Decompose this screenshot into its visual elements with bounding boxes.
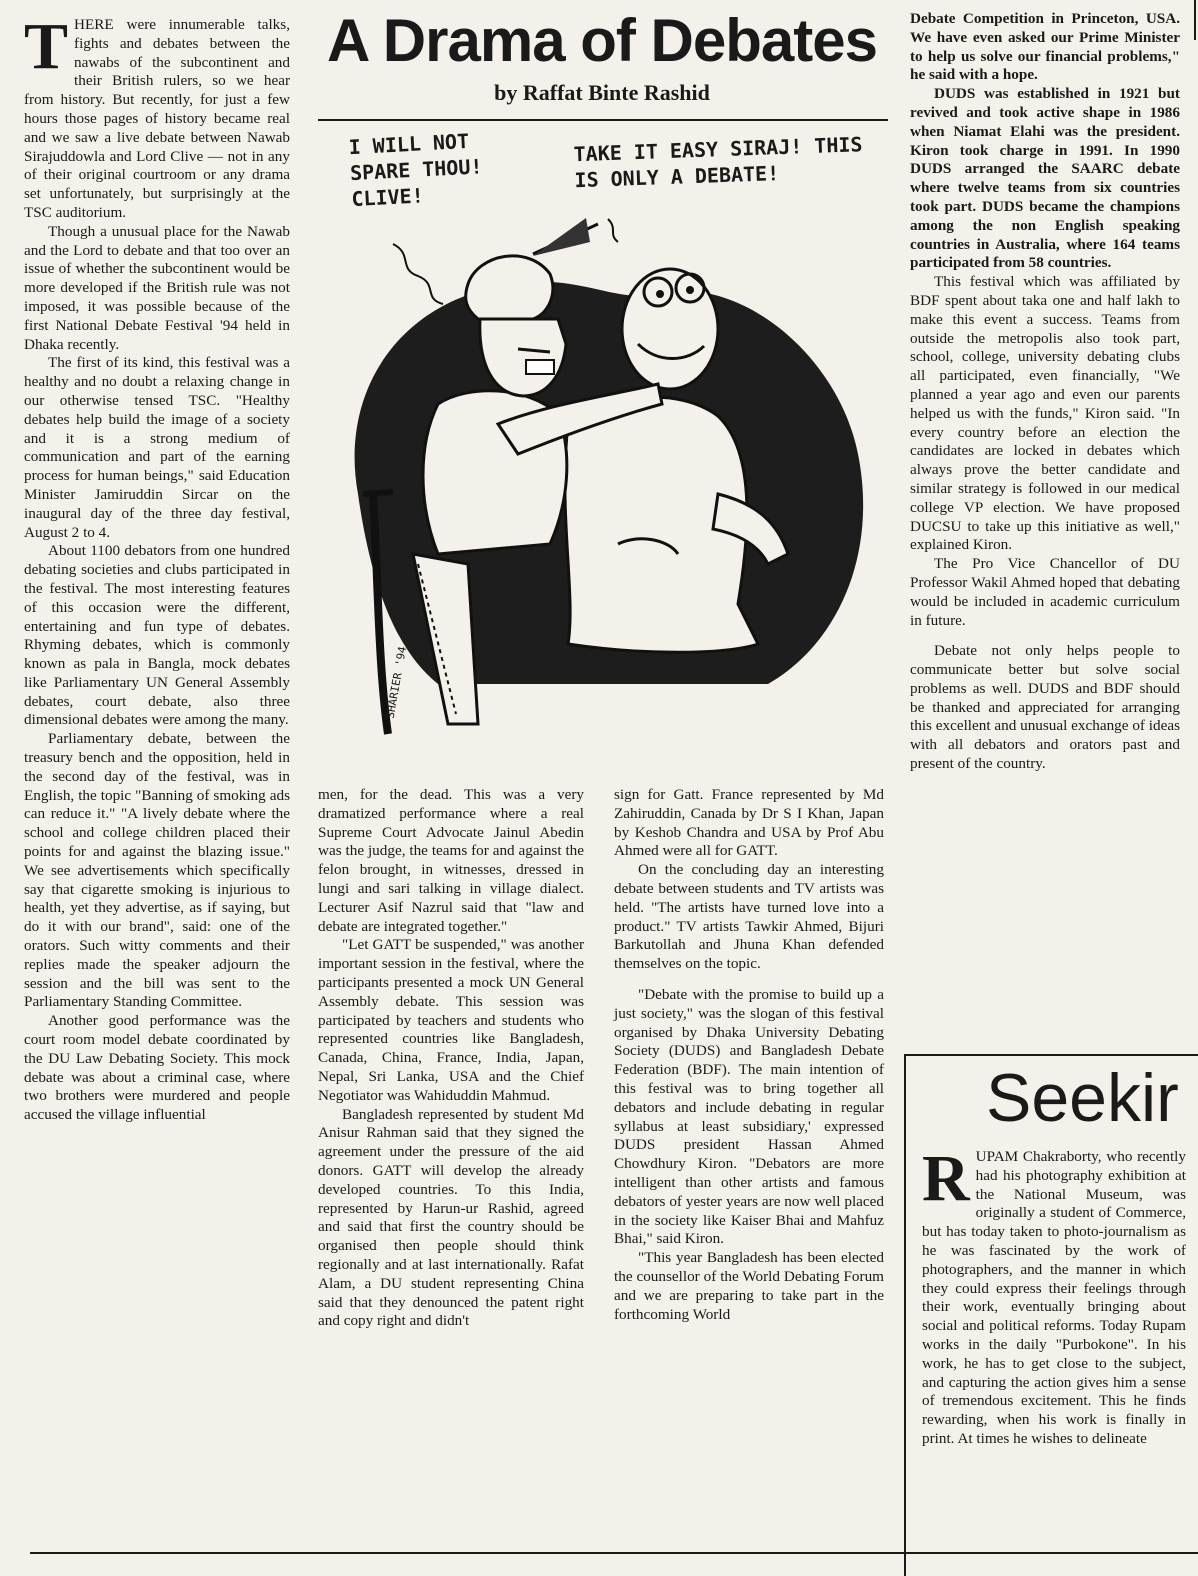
- paragraph: On the concluding day an interesting debate between students and TV artists was held. "The artists have turned love into a product." TV artists Tawkir Ahmed, Bijuri Barkutollah and Jhuna Khan defended themselves on the topic.: [614, 861, 884, 973]
- paragraph: Another good performance was the court room model debate coordinated by the DU Law Debating Society. This mock debate was about a criminal case, where two brothers were murdered and people accused the village influential: [24, 1012, 290, 1124]
- paragraph: "Debate with the promise to build up a just society," was the slogan of this festival organised by Dhaka University Debating Society (DUDS) and Bangladesh Debate Federation (BDF). The main intention of this festival was to bring together all debators and include debating in regular syllabus at least subsidiary,' expressed DUDS president Hassan Ahmed Chowdhury Kiron. "Debators are more intelligent than other artists and famous debators of yester years are now well placed in the society like Kaiser Bhai and Mahfuz Bhai," said Kiron.: [614, 985, 884, 1248]
- paragraph: The Pro Vice Chancellor of DU Professor Wakil Ahmed hoped that debating would be included in academic curriculum in future.: [910, 555, 1180, 629]
- article-column-1: [24, 10, 290, 1125]
- paragraph: HERE were innumerable talks, fights and debates between the nawabs of the subcontinent and their British rulers, so we hear from history. But recently, for just a few hours those pages of history became real and we saw a live debate between Nawab Sirajuddowla and Lord Clive — not in any of their original courtroom or any drama set unfortunately, but surprisingly at the TSC auditorium.: [24, 16, 290, 221]
- paragraph: Though a unusual place for the Nawab and the Lord to debate and that too over an issue of whether the subcontinent would be more developed if the British rule was not imposed, it was possible because of the first National Debate Festival '94 held in Dhaka recently.: [24, 222, 290, 353]
- paragraph: men, for the dead. This was a very dramatized performance where a real Supreme Court Advocate Jainul Abedin was the judge, the teams for and against the felon brought, in witnesses, dressed in lungi and sari talking in village dialect. Lecturer Asif Nazrul said that "law and debate are integrated together.": [318, 786, 584, 935]
- cartoon-caption-left: I WILL NOT SPARE THOU! CLIVE!: [348, 128, 484, 212]
- paragraph: Debate Competition in Princeton, USA. We have even asked our Prime Minister to help us solve our financial problems," he said with a hope.: [910, 10, 1180, 84]
- paragraph: Parliamentary debate, between the treasury bench and the opposition, held in the second day of the festival, was in English, the topic "Banning of smoking ads can reduce it." "A lively debate where the school and college children placed their points for and against the blazing issue." We see advertisements which specifically say that cigarette smoking is injurious to health, yet they advertise, as if saying, but do it with our brand", said: one of the orators. Such witty comments and their replies made the speaker adjourn the session and the bill was sent to the Parliamentary Standing Committee.: [24, 730, 290, 1011]
- divider: [318, 119, 888, 121]
- byline: by Raffat Binte Rashid: [494, 80, 710, 105]
- paragraph: About 1100 debators from one hundred debating societies and clubs participated in the festival. The most interesting features of this occasion were the different, entertaining and fun type of debates. Rhyming debates, which is commonly known as pala in Bangla, mock debates like Parliamentary UN General Assembly debates, court debate, also three dimensional debates were among the many.: [24, 542, 290, 729]
- article-column-2: [318, 786, 584, 1331]
- article-column-4: [910, 10, 1180, 774]
- cartoon-illustration: [318, 124, 892, 774]
- paragraph: "Let GATT be suspended," was another important session in the festival, where the participants presented a mock UN General Assembly debate. This session was participated by teachers and students who represented countries like Bangladesh, Canada, China, France, India, Japan, Nepal, Sri Lanka, USA and the Chief Negotiator was Wahiduddin Mahmud.: [318, 936, 584, 1104]
- sidebar-title: Seekir: [986, 1060, 1179, 1136]
- divider: [30, 1552, 1198, 1554]
- paragraph: "This year Bangladesh has been elected the counsellor of the World Debating Forum and we are preparing to take part in the forthcoming World: [614, 1249, 884, 1323]
- sidebar-column: [922, 1142, 1186, 1449]
- drop-cap: R: [922, 1142, 970, 1215]
- paragraph: The first of its kind, this festival was a healthy and no doubt a relaxing change in our otherwise tensed TSC. "Healthy debates help build the image of a society and it is a strong medium of communication and part of the earning process for human beings," said Education Minister Jamiruddin Sircar on the inaugural day of the three day festival, August 2 to 4.: [24, 354, 290, 541]
- paragraph: DUDS was established in 1921 but revived and took active shape in 1986 when Niamat Elahi was the president. Kiron took charge in 1991. In 1990 DUDS arranged the SAARC debate where twelve teams from six countries took part. DUDS became the champions among the non English speaking countries in Australia, where 164 teams participated from 58 countries.: [910, 85, 1180, 272]
- headline: A Drama of Debates: [327, 7, 877, 74]
- artist-signature: SHARIER '94: [383, 645, 410, 720]
- paragraph: UPAM Chakraborty, who recently had his photography exhibition at the National Museum, was originally a student of Commerce, but has today taken to photo-journalism as he was fascinated by the work of photographers, and the manner in which they could express their feelings through their work, eventually bringing about social and political reforms. Today Rupam works in the daily "Purbokone". In his work, he has to get close to the subject, and capturing the action gives him a sense of tremendous excitement. This he finds rewarding, when his work is finally in print. At times he wishes to delineate: [922, 1148, 1186, 1447]
- divider: [1194, 0, 1196, 40]
- paragraph: sign for Gatt. France represented by Md Zahiruddin, Canada by Dr S I Khan, Japan by Keshob Chandra and USA by Prof Abu Ahmed were all for GATT.: [614, 786, 884, 860]
- paragraph: Debate not only helps people to communicate better but solve social problems as well. DUDS and BDF should be thanked and appreciated for arranging this excellent and unusual exchange of ideas with all debators and orators past and present of the country.: [910, 642, 1180, 773]
- paragraph: Bangladesh represented by student Md Anisur Rahman said that they signed the agreement under the pressure of the aid donors. GATT will develop the already developed countries. To this India, represented by Harun-ur Rashid, agreed and said that first the country should be organised then people should think regionally and at last internationally. Rafat Alam, a DU student representing China said that they denounced the patent right and copy right and didn't: [318, 1105, 584, 1330]
- article-column-3: [614, 786, 884, 1324]
- drop-cap: T: [24, 10, 69, 83]
- cartoon-caption-right: TAKE IT EASY SIRAJ! THIS IS ONLY A DEBATE!: [573, 132, 863, 193]
- paragraph: This festival which was affiliated by BDF spent about taka one and half lakh to make this event a success. Teams from outside the metropolis also took part, school, college, university debating clubs all participated, even financially, "We planned a year ago and even our parents helped us with the funds," Kiron said. "In every country before an election the candidates are locked in debates which always prove the better candidate and similar strategy is followed in our medical college VP election. We have proposed DUCSU to take up this initiative as well," explained Kiron.: [910, 273, 1180, 554]
